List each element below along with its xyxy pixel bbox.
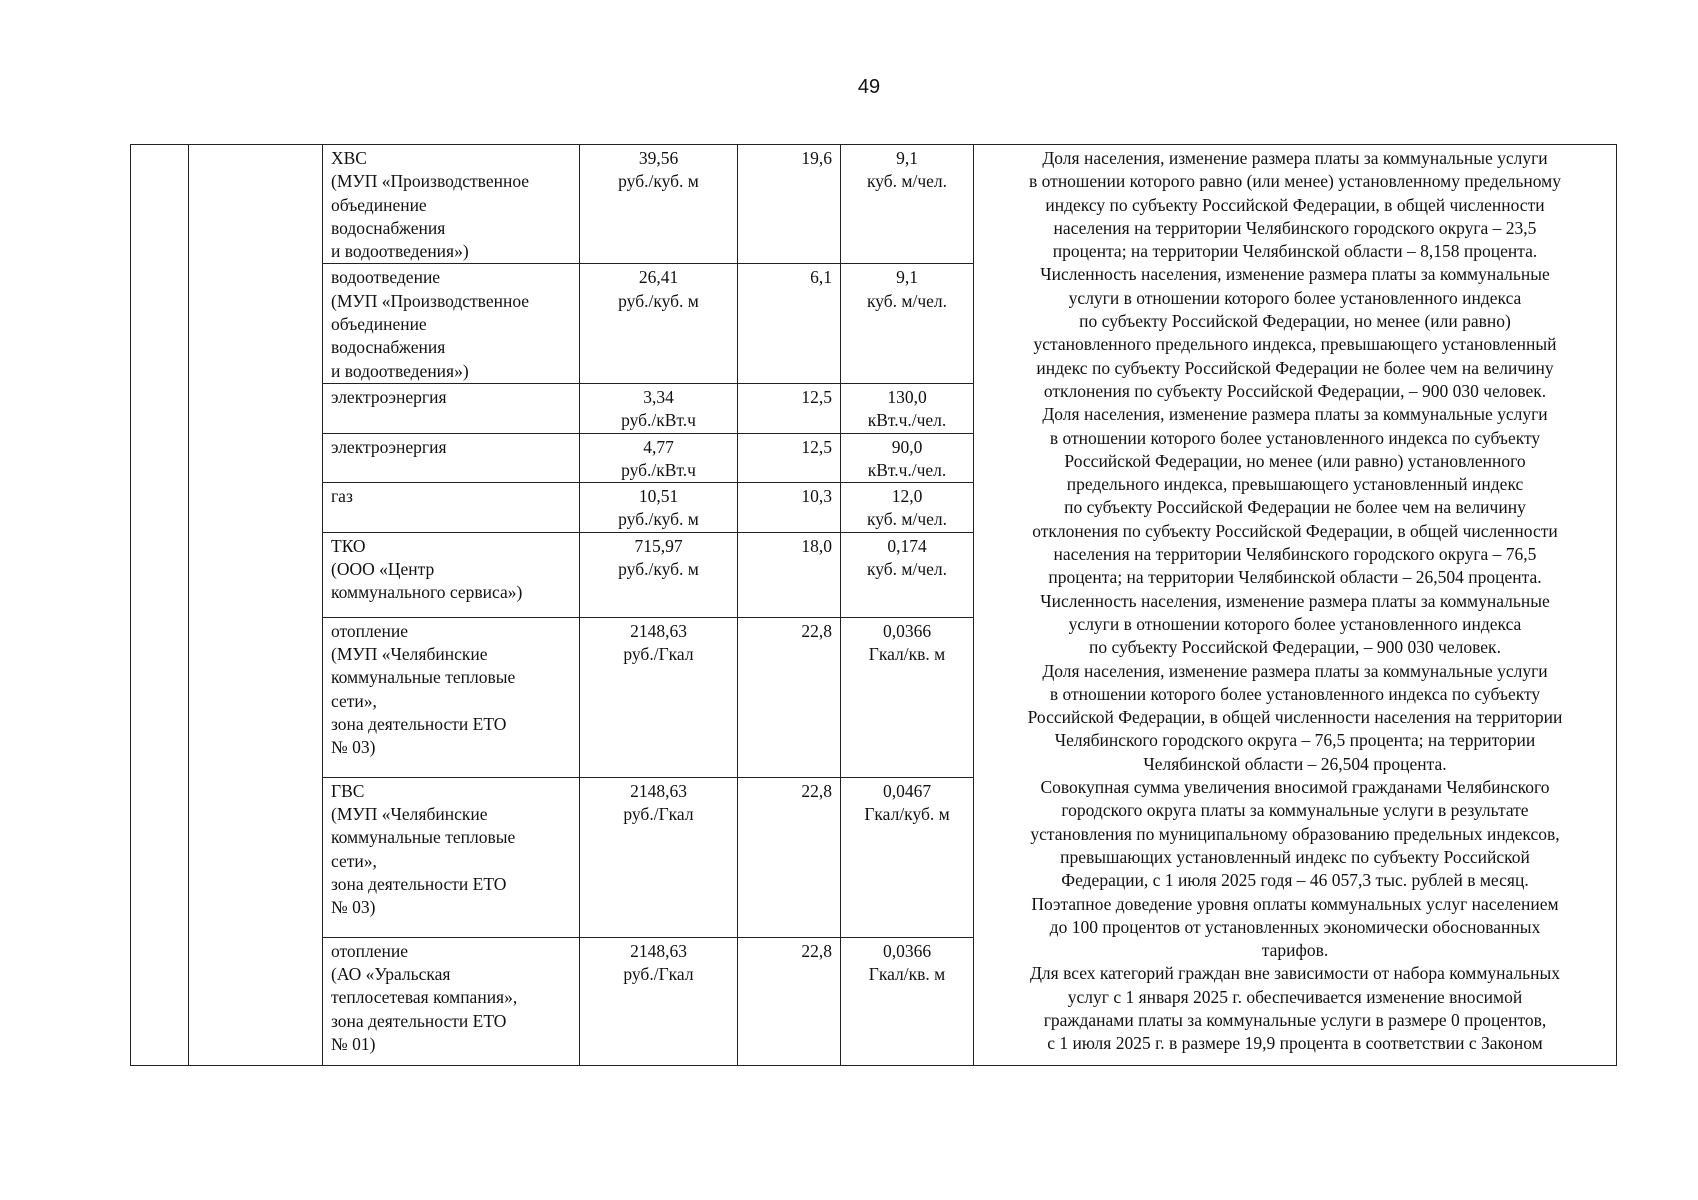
empty-cell-number xyxy=(131,145,189,1066)
norm-cell: 0,0366 Гкал/кв. м xyxy=(841,937,974,1065)
index-cell: 19,6 xyxy=(738,145,841,264)
norm-cell: 0,0366 Гкал/кв. м xyxy=(841,617,974,777)
service-cell: водоотведение (МУП «Производственное объединение водоснабжения и водоотведения») xyxy=(323,264,580,383)
index-cell: 22,8 xyxy=(738,617,841,777)
justification-text: Доля населения, изменение размера платы за коммунальные услуги в отношении которого равно (или менее) установленному предельному индексу по субъекту Российской Федерации, в общей численности населения на территории Челябинского городского округа – 23,5 процента; на территории Челябинской области – 8,158 процента. Численность населения, изменение размера платы за коммунальные услуги в отношении которого более установленного индекса по субъекту Российской Федерации, но менее (или равно) установленного предельного индекса, превышающего установленный индекс по субъекту Российской Федерации не более чем на величину отклонения по субъекту Российской Федерации, – 900 030 человек. Доля населения, изменение размера платы за коммунальные услуги в отношении которого более установленного индекса по субъекту Российской Федерации, но менее (или равно) установленного предельного индекса, превышающего установленный индекс по субъекту Российской Федерации не более чем на величину отклонения по субъекту Российской Федерации, в общей численности населения на территории Челябинского городского округа – 76,5 процента; на территории Челябинской области – 26,504 процента. Численность населения, изменение размера платы за коммунальные услуги в отношении которого более установленного индекса по субъекту Российской Федерации, – 900 030 человек. Доля населения, изменение размера платы за коммунальные услуги в отношении которого более установленного индекса по субъекту Российской Федерации, в общей численности населения на территории Челябинского городского округа – 76,5 процента; на территории Челябинской области – 26,504 процента. Совокупная сумма увеличения вносимой гражданами Челябинского городского округа платы за коммунальные услуги в результате установления по муниципальному образованию предельных индексов, превышающих установленный индекс по субъекту Российской Федерации, с 1 июля 2025 годя – 46 057,3 тыс. рублей в месяц. Поэтапное доведение уровня оплаты коммунальных услуг населением до 100 процентов от установленных экономически обоснованных тарифов. Для всех категорий граждан вне зависимости от набора коммунальных услуг с 1 января 2025 г. обеспечивается изменение вносимой гражданами платы за коммунальные услуги в размере 0 процентов, с 1 июля 2025 г. в размере 19,9 процента в соответствии с Законом xyxy=(974,145,1617,1066)
tariff-cell: 4,77 руб./кВт.ч xyxy=(580,433,738,483)
tariff-cell: 2148,63 руб./Гкал xyxy=(580,777,738,937)
norm-cell: 90,0 кВт.ч./чел. xyxy=(841,433,974,483)
service-cell: отопление (АО «Уральская теплосетевая компания», зона деятельности ЕТО № 01) xyxy=(323,937,580,1065)
norm-cell: 130,0 кВт.ч./чел. xyxy=(841,383,974,433)
tariff-cell: 10,51 руб./куб. м xyxy=(580,483,738,533)
service-cell: ХВС (МУП «Производственное объединение водоснабжения и водоотведения») xyxy=(323,145,580,264)
table-row xyxy=(131,145,1617,264)
index-cell: 10,3 xyxy=(738,483,841,533)
service-cell: отопление (МУП «Челябинские коммунальные тепловые сети», зона деятельности ЕТО № 03) xyxy=(323,617,580,777)
service-cell: электроэнергия xyxy=(323,383,580,433)
tariff-cell: 3,34 руб./кВт.ч xyxy=(580,383,738,433)
empty-cell-name xyxy=(189,145,323,1066)
service-cell: ТКО (ООО «Центр коммунального сервиса») xyxy=(323,532,580,617)
norm-cell: 9,1 куб. м/чел. xyxy=(841,264,974,383)
tariff-cell: 39,56 руб./куб. м xyxy=(580,145,738,264)
norm-cell: 12,0 куб. м/чел. xyxy=(841,483,974,533)
index-cell: 12,5 xyxy=(738,433,841,483)
tariff-cell: 2148,63 руб./Гкал xyxy=(580,617,738,777)
tariff-cell: 26,41 руб./куб. м xyxy=(580,264,738,383)
index-cell: 6,1 xyxy=(738,264,841,383)
page-number: 49 xyxy=(857,76,881,98)
index-cell: 18,0 xyxy=(738,532,841,617)
tariff-cell: 2148,63 руб./Гкал xyxy=(580,937,738,1065)
service-cell: ГВС (МУП «Челябинские коммунальные тепловые сети», зона деятельности ЕТО № 03) xyxy=(323,777,580,937)
norm-cell: 0,0467 Гкал/куб. м xyxy=(841,777,974,937)
tariff-cell: 715,97 руб./куб. м xyxy=(580,532,738,617)
index-cell: 12,5 xyxy=(738,383,841,433)
norm-cell: 0,174 куб. м/чел. xyxy=(841,532,974,617)
norm-cell: 9,1 куб. м/чел. xyxy=(841,145,974,264)
service-cell: газ xyxy=(323,483,580,533)
index-cell: 22,8 xyxy=(738,937,841,1065)
index-cell: 22,8 xyxy=(738,777,841,937)
service-cell: электроэнергия xyxy=(323,433,580,483)
tariff-table xyxy=(130,144,1617,1066)
